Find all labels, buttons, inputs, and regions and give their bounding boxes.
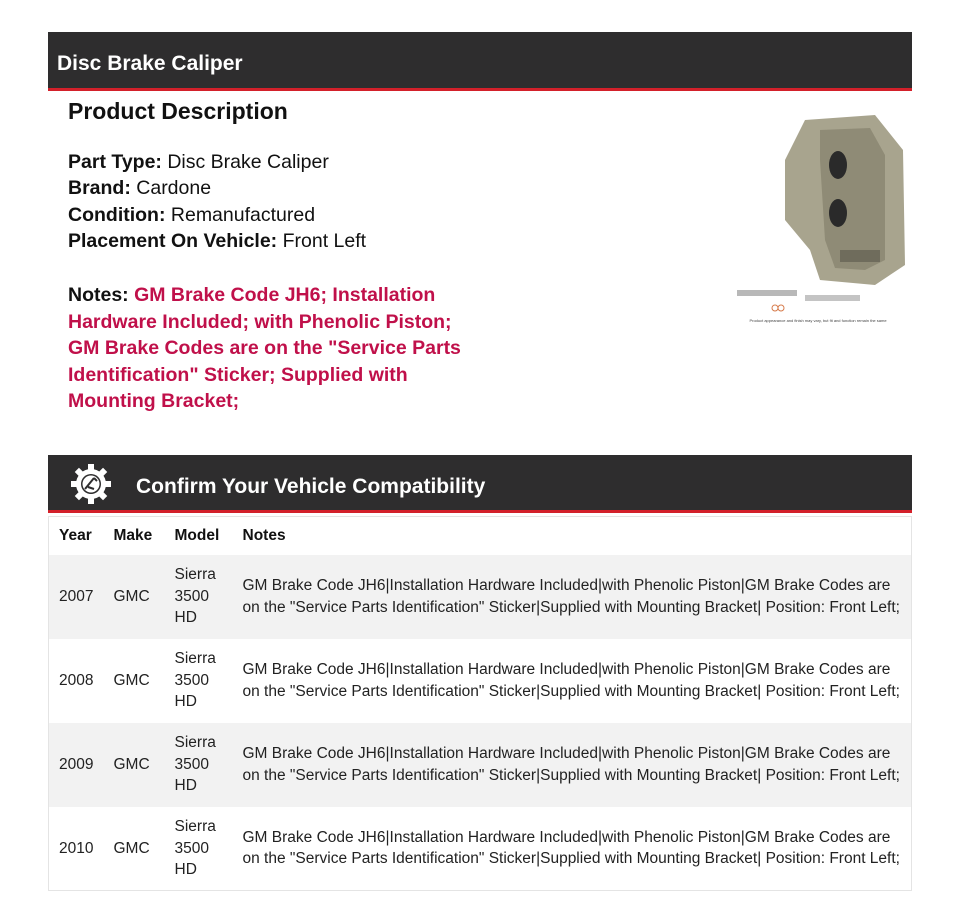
cell-model: Sierra 3500 HD [174,566,216,627]
description-heading: Product Description [68,98,288,124]
gear-icon [70,463,112,505]
cell-make: GMC [113,671,150,689]
cell-year: 2010 [59,839,94,857]
table-row [49,555,912,639]
field-placement: Placement On Vehicle: Front Left [68,230,367,252]
cell-notes: GM Brake Code JH6|Installation Hardware Included|with Phenolic Piston|GM Brake Codes are on the "Service Parts Identification" Sticker|Supplied with Mounting Bracket| Position: Front Left; [242,828,900,868]
image-caption: Product appearance and finish may vary, but fit and function remain the same [749,318,887,323]
cell-year: 2009 [59,755,94,773]
compatibility-title: Confirm Your Vehicle Compatibility [136,475,486,498]
cell-make: GMC [113,839,150,857]
col-notes: Notes [242,526,286,544]
compatibility-table [48,516,912,891]
table-row [49,807,912,891]
table-row [49,723,912,807]
col-year: Year [59,526,92,544]
product-description [68,98,366,255]
cell-notes: GM Brake Code JH6|Installation Hardware Included|with Phenolic Piston|GM Brake Codes are on the "Service Parts Identification" Sticker|Supplied with Mounting Bracket| Position: Front Left; [242,745,900,784]
compatibility-bar [48,455,912,513]
cell-year: 2007 [59,587,94,605]
cell-year: 2008 [59,671,94,689]
product-title: Disc Brake Caliper [57,52,243,75]
field-brand: Brand: Cardone [68,177,212,199]
cell-make: GMC [113,587,150,605]
cell-model: Sierra 3500 HD [174,734,216,795]
product-title-bar [48,32,912,91]
field-condition: Condition: Remanufactured [68,203,316,226]
cell-model: Sierra 3500 HD [174,818,216,878]
cell-notes: GM Brake Code JH6|Installation Hardware Included|with Phenolic Piston|GM Brake Codes are on the "Service Parts Identification" Sticker|Supplied with Mounting Bracket| Position: Front Left; [242,661,900,700]
table-header-row [49,517,912,555]
product-notes: Notes: GM Brake Code JH6; Installation Hardware Included; with Phenolic Piston; GM Brake Codes are on the "Service Parts Identification" Sticker; Supplied with Mounting Bracket; [68,284,461,412]
field-part-type: Part Type: Disc Brake Caliper [68,150,329,173]
col-model: Model [174,526,220,544]
cell-model: Sierra 3500 HD [174,650,216,711]
table-row [49,639,912,723]
cell-make: GMC [113,755,150,773]
col-make: Make [113,526,153,544]
cell-notes: GM Brake Code JH6|Installation Hardware Included|with Phenolic Piston|GM Brake Codes are on the "Service Parts Identification" Sticker|Supplied with Mounting Bracket| Position: Front Left; [242,577,900,616]
caliper-product-image [725,100,915,330]
